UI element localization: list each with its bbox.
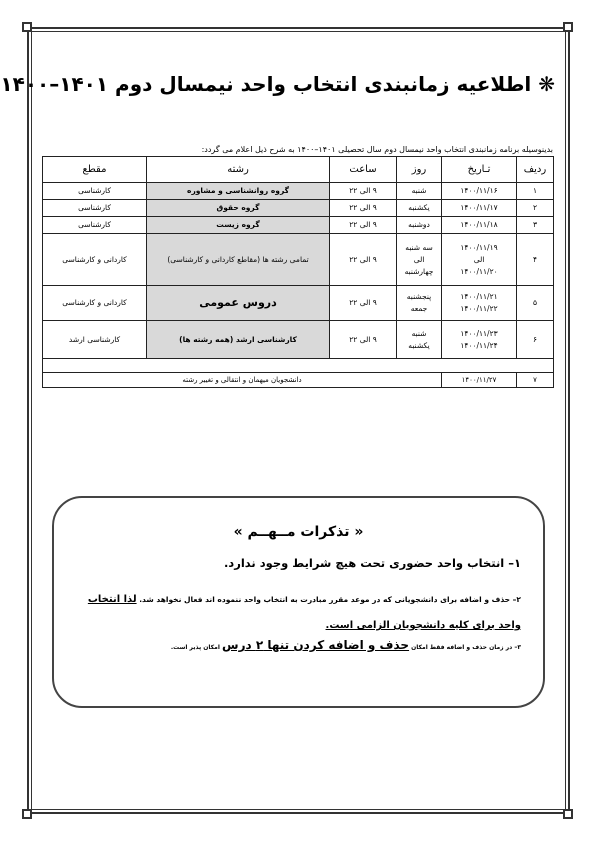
header-level: مقطع: [43, 157, 147, 183]
day-start: شنبه: [411, 328, 427, 338]
corner-ornament-top-right: [563, 22, 573, 32]
cell-time: ۹ الی ۲۲: [330, 217, 397, 234]
cell-level: کاردانی و کارشناسی: [43, 286, 147, 321]
day-start: پنجشنبه: [406, 292, 432, 301]
cell-field: گروه زیست: [147, 217, 330, 234]
cell-day: [397, 286, 442, 321]
page-title: ❋ اطلاعیه زمانبندی انتخاب واحد نیمسال دوم ۱۴۰۱–۱۴۰۰: [0, 72, 555, 96]
table-row: [43, 286, 554, 321]
note-item-2: [69, 587, 521, 639]
cell-day: شنبه: [397, 183, 442, 200]
cell-row-number: ۲: [517, 200, 554, 217]
note-item-2-emphasis: لذا انتخاب واحد برای کلیه دانشجویان الزامی است.: [87, 594, 521, 631]
cell-field: گروه روانشناسی و مشاوره: [147, 183, 330, 200]
cell-level: کارشناسی ارشد: [43, 321, 147, 359]
cell-field: کارشناسی ارشد (همه رشته ها): [147, 321, 330, 359]
date-end: ۱۴۰۰/۱۱/۲۲: [460, 304, 498, 313]
note-item-3-emphasis: حذف و اضافه کردن تنها ۲ درس: [222, 638, 410, 652]
table-row: [43, 200, 554, 217]
cell-level: کاردانی و کارشناسی: [43, 234, 147, 286]
header-day: روز: [397, 157, 442, 183]
cell-day: [397, 234, 442, 286]
cell-level: کارشناسی: [43, 200, 147, 217]
table-row: [43, 183, 554, 200]
cell-date: [442, 286, 517, 321]
cell-row-number: ۶: [517, 321, 554, 359]
date-start: ۱۴۰۰/۱۱/۲۳: [460, 328, 498, 338]
cell-time: ۹ الی ۲۲: [330, 286, 397, 321]
cell-note: دانشجویان میهمان و انتقالی و تغییر رشته: [43, 373, 442, 388]
header-time: ساعت: [330, 157, 397, 183]
date-separator: الی: [473, 254, 485, 264]
table-row: [43, 321, 554, 359]
cell-day: یکشنبه: [397, 200, 442, 217]
note-item-3-prefix: ۳– در زمان حذف و اضافه فقط امکان: [411, 644, 521, 651]
notes-title: « تذکرات مــهــم »: [233, 524, 364, 540]
cell-date: ۱۴۰۰/۱۱/۲۷: [442, 373, 517, 388]
note-item-3: [171, 638, 521, 652]
cell-date: ۱۴۰۰/۱۱/۱۸: [442, 217, 517, 234]
cell-date: [442, 321, 517, 359]
cell-row-number: ۱: [517, 183, 554, 200]
intro-text: بدینوسیله برنامه زمانبندی انتخاب واحد نیمسال دوم سال تحصیلی ۱۴۰۱–۱۴۰۰ به شرح ذیل اعلام می گردد:: [201, 145, 553, 154]
note-item-2-text: ۲– حذف و اضافه برای دانشجویانی که در موعد مقرر مبادرت به انتخاب واحد ننموده اند فعال نخواهد شد.: [139, 595, 521, 604]
note-item-3-suffix: امکان پذیر است.: [170, 644, 220, 651]
header-field: رشته: [147, 157, 330, 183]
date-start: ۱۴۰۰/۱۱/۱۹: [460, 242, 498, 252]
spacer-cell: [43, 359, 554, 373]
date-end: ۱۴۰۰/۱۱/۲۰: [460, 266, 498, 276]
cell-day: [397, 321, 442, 359]
table-spacer-row: [43, 359, 554, 373]
cell-time: ۹ الی ۲۲: [330, 183, 397, 200]
cell-row-number: ۵: [517, 286, 554, 321]
header-row-number: ردیف: [517, 157, 554, 183]
date-end: ۱۴۰۰/۱۱/۲۴: [460, 340, 498, 350]
day-end: چهارشنبه: [404, 266, 434, 276]
cell-time: ۹ الی ۲۲: [330, 234, 397, 286]
cell-level: کارشناسی: [43, 217, 147, 234]
cell-date: ۱۴۰۰/۱۱/۱۶: [442, 183, 517, 200]
table-row: [43, 217, 554, 234]
corner-ornament-bottom-right: [563, 809, 573, 819]
header-date: تـاریخ: [442, 157, 517, 183]
day-separator: الی: [413, 254, 425, 264]
cell-field: دروس عمومی: [147, 286, 330, 321]
day-end: یکشنبه: [408, 340, 430, 350]
corner-ornament-top-left: [22, 22, 32, 32]
day-end: جمعه: [410, 304, 428, 313]
table-row: [43, 373, 554, 388]
cell-row-number: ۴: [517, 234, 554, 286]
cell-time: ۹ الی ۲۲: [330, 200, 397, 217]
cell-field: تمامی رشته ها (مقاطع کاردانی و کارشناسی): [147, 234, 330, 286]
cell-level: کارشناسی: [43, 183, 147, 200]
cell-row-number: ۳: [517, 217, 554, 234]
cell-date: ۱۴۰۰/۱۱/۱۷: [442, 200, 517, 217]
cell-row-number: ۷: [517, 373, 554, 388]
table-header-row: [43, 157, 554, 183]
note-item-1: ۱– انتخاب واحد حضوری تحت هیچ شرایط وجود ندارد.: [223, 556, 521, 570]
cell-date: [442, 234, 517, 286]
cell-field: گروه حقوق: [147, 200, 330, 217]
table-row: [43, 234, 554, 286]
schedule-table: [42, 156, 554, 388]
day-start: سه شنبه: [405, 242, 433, 252]
important-notes-box: [52, 496, 545, 708]
cell-time: ۹ الی ۲۲: [330, 321, 397, 359]
corner-ornament-bottom-left: [22, 809, 32, 819]
cell-day: دوشنبه: [397, 217, 442, 234]
date-start: ۱۴۰۰/۱۱/۲۱: [460, 292, 498, 301]
